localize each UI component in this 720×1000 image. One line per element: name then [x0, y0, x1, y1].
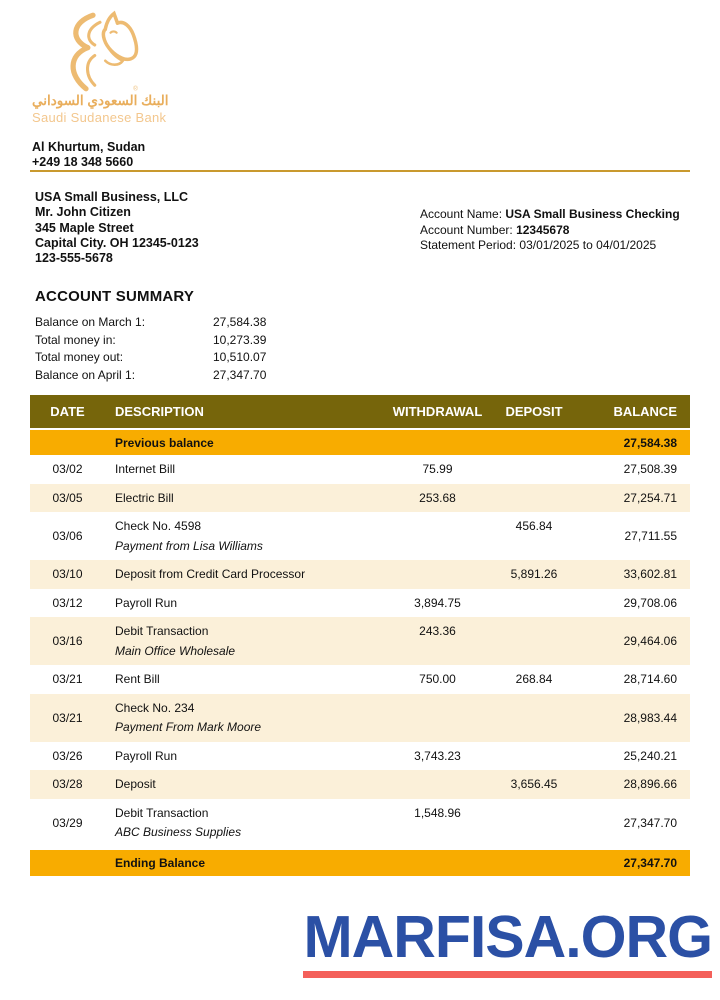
txn-balance: 28,896.66 — [578, 770, 690, 799]
summary-row — [35, 332, 323, 350]
txn-description: Payroll Run — [115, 748, 178, 763]
account-name-value: USA Small Business Checking — [505, 207, 680, 221]
txn-balance: 27,254.71 — [578, 484, 690, 513]
txn-withdrawal — [385, 770, 490, 799]
account-number-value: 12345678 — [516, 222, 570, 237]
account-summary-table — [35, 314, 323, 384]
footer-brand-logo — [303, 906, 712, 978]
txn-description: Debit Transaction — [115, 624, 209, 638]
table-row — [30, 484, 690, 513]
txn-balance: 27,347.70 — [623, 815, 677, 830]
txn-date: 03/05 — [30, 484, 105, 513]
txn-date: 03/16 — [30, 617, 105, 665]
txn-balance: 27,508.39 — [623, 462, 677, 477]
header-divider — [30, 170, 690, 172]
bank-phone: +249 18 348 5660 — [32, 155, 134, 169]
txn-withdrawal: 75.99 — [422, 462, 453, 476]
header-withdrawal: WITHDRAWAL — [385, 395, 490, 429]
ending-balance-row — [30, 848, 690, 876]
ending-balance-label: Ending Balance — [105, 848, 385, 876]
txn-balance: 29,708.06 — [623, 595, 677, 610]
txn-withdrawal — [385, 560, 490, 589]
txn-balance: 33,602.81 — [578, 560, 690, 589]
customer-street: 345 Maple Street — [35, 220, 134, 235]
account-info-block — [420, 207, 680, 254]
table-row — [30, 455, 690, 484]
horse-logo-icon — [56, 10, 144, 94]
summary-label: Total money in: — [35, 332, 116, 347]
summary-label: Balance on April 1: — [35, 367, 136, 382]
summary-row — [35, 349, 323, 367]
txn-date: 03/12 — [52, 595, 83, 610]
txn-date: 03/21 — [30, 694, 105, 742]
txn-withdrawal: 1,548.96 — [414, 805, 461, 820]
summary-row — [35, 367, 323, 385]
table-row — [30, 770, 690, 799]
txn-note: Main Office Wholesale — [115, 643, 236, 658]
txn-date: 03/29 — [52, 815, 83, 830]
txn-balance: 29,464.06 — [578, 617, 690, 665]
summary-value: 10,273.39 — [213, 332, 267, 347]
bank-name-arabic: البنك السعودي السوداني — [32, 93, 169, 108]
txn-deposit: 5,891.26 — [490, 560, 578, 589]
txn-description: Debit Transaction — [115, 805, 209, 820]
txn-deposit: 3,656.45 — [490, 770, 578, 799]
txn-balance: 27,711.55 — [624, 529, 677, 543]
statement-period-row — [420, 238, 680, 254]
txn-deposit — [490, 799, 578, 849]
txn-withdrawal: 3,894.75 — [414, 595, 461, 610]
txn-balance: 25,240.21 — [623, 748, 677, 763]
header-description: DESCRIPTION — [105, 395, 385, 429]
txn-withdrawal: 750.00 — [419, 672, 456, 686]
summary-value: 10,510.07 — [213, 350, 267, 364]
txn-deposit — [490, 455, 578, 484]
txn-deposit: 456.84 — [515, 519, 553, 533]
registered-mark-icon: ® — [133, 85, 138, 93]
statement-period-label: Statement Period: — [420, 238, 517, 253]
bank-address — [32, 140, 145, 170]
footer-brand-text: MARFISA.ORG — [303, 904, 712, 970]
txn-description: Check No. 234 — [115, 700, 195, 715]
customer-name: Mr. John Citizen — [35, 205, 131, 220]
txn-date: 03/06 — [52, 529, 83, 543]
customer-address-block — [35, 190, 199, 266]
txn-deposit — [490, 742, 578, 771]
previous-balance-row — [30, 429, 690, 455]
previous-balance-value: 27,584.38 — [578, 429, 690, 455]
table-row — [30, 589, 690, 618]
txn-date: 03/02 — [52, 462, 83, 477]
customer-phone: 123-555-5678 — [35, 251, 113, 266]
previous-balance-label: Previous balance — [105, 429, 385, 455]
summary-label: Total money out: — [35, 350, 124, 364]
txn-withdrawal: 243.36 — [385, 617, 490, 665]
txn-description: Electric Bill — [115, 490, 174, 505]
table-row — [30, 742, 690, 771]
header-deposit: DEPOSIT — [490, 395, 578, 429]
table-row — [30, 799, 690, 849]
txn-withdrawal: 253.68 — [385, 484, 490, 513]
customer-company: USA Small Business, LLC — [35, 190, 189, 204]
header-date: DATE — [30, 395, 105, 429]
txn-date: 03/28 — [30, 770, 105, 799]
customer-city: Capital City. OH 12345-0123 — [35, 235, 199, 250]
txn-withdrawal — [385, 694, 490, 742]
summary-row — [35, 314, 323, 332]
account-number-row — [420, 223, 680, 239]
footer-brand-underline — [303, 971, 712, 978]
txn-balance: 28,983.44 — [578, 694, 690, 742]
table-row — [30, 560, 690, 589]
txn-date: 03/21 — [52, 672, 83, 687]
txn-date: 03/10 — [30, 560, 105, 589]
account-summary-title: ACCOUNT SUMMARY — [35, 288, 195, 305]
ending-balance-value: 27,347.70 — [578, 848, 690, 876]
statement-period-value: 03/01/2025 to 04/01/2025 — [519, 238, 657, 253]
txn-deposit — [490, 694, 578, 742]
txn-deposit: 268.84 — [515, 672, 553, 686]
txn-description: Check No. 4598 — [115, 519, 202, 533]
table-header-row — [30, 395, 690, 429]
txn-description: Payroll Run — [115, 595, 178, 610]
txn-withdrawal: 3,743.23 — [414, 748, 461, 763]
account-number-label: Account Number: — [420, 222, 513, 237]
table-row — [30, 665, 690, 694]
txn-note: Payment From Mark Moore — [115, 720, 262, 734]
txn-description: Internet Bill — [115, 462, 176, 476]
table-row — [30, 512, 690, 560]
txn-description: Deposit — [115, 777, 156, 791]
txn-deposit — [490, 617, 578, 665]
table-row — [30, 694, 690, 742]
summary-value: 27,347.70 — [213, 367, 267, 382]
summary-label: Balance on March 1: — [35, 315, 146, 329]
table-row — [30, 617, 690, 665]
header-balance: BALANCE — [578, 395, 690, 429]
bank-city: Al Khurtum, Sudan — [32, 140, 146, 154]
txn-withdrawal — [385, 512, 490, 560]
txn-note: Payment from Lisa Williams — [115, 538, 263, 553]
txn-deposit — [490, 484, 578, 513]
txn-date: 03/26 — [52, 748, 83, 763]
txn-description: Deposit from Credit Card Processor — [115, 567, 306, 581]
txn-description: Rent Bill — [115, 672, 160, 686]
account-name-label: Account Name: — [420, 207, 503, 221]
summary-value: 27,584.38 — [213, 315, 267, 329]
txn-deposit — [490, 589, 578, 618]
txn-balance: 28,714.60 — [623, 672, 677, 687]
bank-name-english: Saudi Sudanese Bank — [32, 110, 167, 125]
account-name-row — [420, 207, 680, 223]
transactions-table — [30, 395, 690, 876]
txn-note: ABC Business Supplies — [115, 825, 242, 839]
